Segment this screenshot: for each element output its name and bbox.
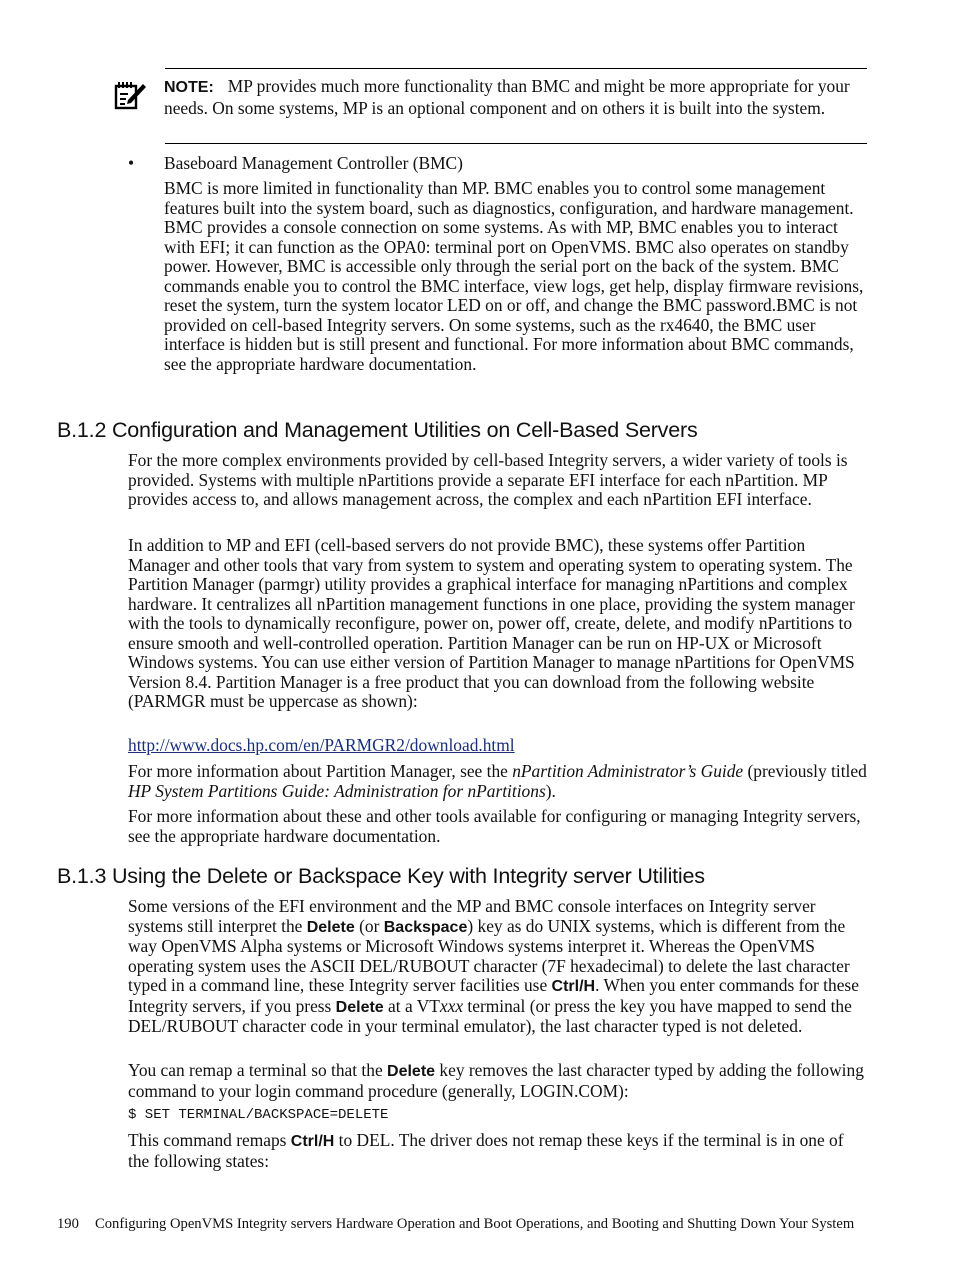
note-bottom-rule: [165, 143, 867, 144]
bullet-marker: •: [128, 153, 135, 173]
b12-download-link-row: [128, 736, 868, 756]
delete-key: Delete: [335, 998, 384, 1016]
b13-p1-text-c: ) key as do UNIX systems, which is different from the way OpenVMS Alpha systems or Microsoft Windows systems interpret it. Whereas the OpenVMS operating system uses the ASCII DEL/RUBOUT character (7F hexadecimal) to delete the last character typed in a command line, these Integrity server facilities use: [128, 915, 850, 995]
note-text: MP provides much more functionality than BMC and might be more appropriate for your needs. On some systems, MP is an optional component and on others it is built into the system.: [164, 76, 850, 118]
section-heading-b13: B.1.3 Using the Delete or Backspace Key with Integrity server Utilities: [57, 864, 705, 888]
vt-xxx: xxx: [439, 995, 464, 1016]
note-top-rule: [165, 68, 867, 69]
ctrl-h-key: Ctrl/H: [551, 978, 596, 995]
note-label: NOTE:: [164, 79, 214, 96]
b13-paragraph-3: [128, 1131, 868, 1171]
b12-p3-text-b: (previously titled: [743, 761, 867, 781]
parmgr-download-link[interactable]: http://www.docs.hp.com/en/PARMGR2/download.html: [128, 735, 515, 755]
b13-p1-text-a: Some versions of the EFI environment and the MP and BMC console interfaces on Integrity server systems still interpret the: [128, 896, 816, 936]
ctrl-h-key: Ctrl/H: [290, 1133, 335, 1150]
backspace-key: Backspace: [383, 918, 468, 936]
delete-key: Delete: [387, 1063, 436, 1080]
b13-p2-text-a: You can remap a terminal so that the: [128, 1060, 388, 1080]
b13-paragraph-2: [128, 1061, 868, 1101]
delete-key: Delete: [306, 918, 355, 936]
b12-paragraph-1: For the more complex environments provided by cell-based Integrity servers, a wider variety of tools is provided. Systems with multiple nPartitions provide a separate EFI interface for each nPartition. MP provides access to, and allows management across, the complex and each nPartition EFI interface.: [128, 450, 848, 509]
b13-p1-text-f: terminal (or press the key you have mapped to send the DEL/RUBOUT character code in your terminal emulator), the last character typed is not deleted.: [128, 995, 852, 1036]
b12-paragraph-4: For more information about these and other tools available for configuring or managing Integrity servers, see the appropriate hardware documentation.: [128, 806, 861, 846]
b13-p3-text-a: This command remaps: [128, 1130, 291, 1150]
npartition-guide-title: nPartition Administrator’s Guide: [512, 761, 744, 781]
b13-p1-text-e: at a VT: [383, 995, 440, 1016]
partitions-guide-title: HP System Partitions Guide: Administration for nPartitions: [128, 780, 546, 801]
note-body: [164, 76, 868, 118]
set-terminal-command: $ SET TERMINAL/BACKSPACE=DELETE: [128, 1107, 389, 1123]
b12-paragraph-3: [128, 762, 868, 801]
note-pencil-icon: [113, 79, 147, 113]
bmc-bullet-title: Baseboard Management Controller (BMC): [164, 153, 463, 173]
b13-p1-text-d: . When you enter commands for these Integrity servers, if you press: [128, 975, 859, 1016]
b13-p2-text-b: key removes the last character typed by adding the following command to your login command procedure (generally, LOGIN.COM):: [128, 1060, 864, 1101]
b12-p3-text-c: ).: [545, 780, 556, 801]
b13-paragraph-1: [128, 897, 868, 1037]
section-heading-b12: B.1.2 Configuration and Management Utilities on Cell-Based Servers: [57, 418, 698, 442]
b13-p3-text-b: to DEL. The driver does not remap these keys if the terminal is in one of the following states:: [128, 1130, 844, 1171]
bmc-description: BMC is more limited in functionality than MP. BMC enables you to control some management features built into the system board, such as diagnostics, configuration, and hardware management. BMC provides a console connection on some systems. As with MP, BMC enables you to interact with EFI; it can function as the OPA0: terminal port on OpenVMS. BMC also operates on standby power. However, BMC is accessible only through the serial port on the back of the system. BMC commands enable you to control the BMC interface, view logs, get help, display firmware revisions, reset the system, turn the system locator LED on or off, and change the BMC password.BMC is not provided on cell-based Integrity servers. On some systems, such as the rx4640, the BMC user interface is hidden but is still present and functional. For more information about BMC commands, see the appropriate hardware documentation.: [164, 178, 864, 374]
footer-chapter-title: Configuring OpenVMS Integrity servers Hardware Operation and Boot Operations, and Booting and Shutting Down Your System: [95, 1216, 855, 1232]
b12-paragraph-2: In addition to MP and EFI (cell-based servers do not provide BMC), these systems offer Partition Manager and other tools that vary from system to system and operating system to operating system. The Partition Manager (parmgr) utility provides a graphical interface for managing nPartitions and complex hardware. It centralizes all nPartition management functions in one place, providing the system manager with the tools to dynamically reconfigure, power on, power off, create, delete, and modify nPartitions to ensure smooth and well-controlled operation. Partition Manager can be run on HP-UX or Microsoft Windows systems. You can use either version of Partition Manager to manage nPartitions for OpenVMS Version 8.4. Partition Manager is a free product that you can download from the following website (PARMGR must be uppercase as shown):: [128, 535, 855, 711]
b12-p3-text-a: For more information about Partition Manager, see the: [128, 761, 513, 781]
b13-p1-text-b: (or: [354, 915, 384, 936]
page-number: 190: [57, 1216, 79, 1232]
